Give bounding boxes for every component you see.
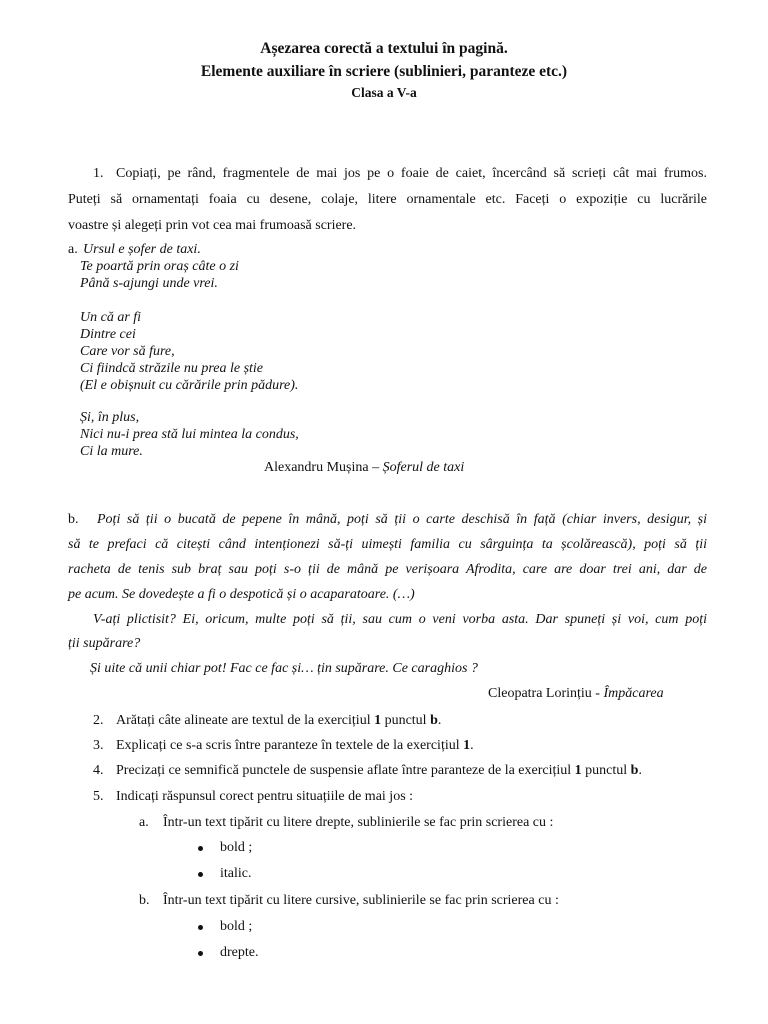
- prose-line: ții supărare?: [68, 636, 141, 651]
- q2-text-part: Arătați câte alineate are textul de la exercițiul: [116, 713, 375, 728]
- q4-bold-1: 1: [574, 763, 582, 778]
- q3-text-end: .: [470, 738, 474, 753]
- poem-line: Ci fiindcă străzile nu prea le știe: [80, 361, 264, 376]
- prose-line: pe acum. Se dovedește a fi o despotică și o acaparatoare. (…): [68, 587, 415, 602]
- q5-text: Indicați răspunsul corect pentru situațiile de mai jos :: [116, 789, 414, 804]
- poem-line: Nici nu-i prea stă lui mintea la condus,: [80, 427, 299, 442]
- ex1-number: 1.: [93, 166, 104, 181]
- poem-line: Dintre cei: [80, 327, 136, 342]
- q5-a-text: Într-un text tipărit cu litere drepte, sublinierile se fac prin scrierea cu :: [163, 815, 554, 830]
- ex1-line-3: voastre și alegeți prin vot cea mai frumoasă scriere.: [68, 218, 357, 233]
- q4-text-mid: punctul: [581, 763, 631, 778]
- poem-attribution: [264, 460, 464, 476]
- prose-line: Poți să ții o bucată de pepene în mână, poți să ții o carte deschisă în față (chiar invers, desigur, și: [97, 512, 707, 527]
- poem-line: Și, în plus,: [80, 410, 140, 425]
- poem-line: Un că ar fi: [80, 310, 142, 325]
- q5-b-text: Într-un text tipărit cu litere cursive, sublinierile se fac prin scrierea cu :: [163, 893, 559, 908]
- poem-label: a.: [68, 242, 78, 257]
- prose-line: Și uite că unii chiar pot! Fac ce fac și… țin supărare. Ce caraghios ?: [90, 661, 478, 676]
- q2-text-end: .: [437, 713, 442, 728]
- q2-text-mid: punctul: [381, 713, 431, 728]
- prose-work-title: Împăcarea: [603, 686, 664, 701]
- poem-author: Alexandru Mușina –: [264, 460, 383, 475]
- q3-number: 3.: [93, 738, 104, 753]
- prose-line: racheta de tenis sub braț sau poți s-o ții de mână pe verișoara Afrodita, care are doar trei ani, dar de: [68, 562, 707, 577]
- poem-work-title: Șoferul de taxi: [382, 460, 465, 475]
- title-line-2: Elemente auxiliare în scriere (sublinieri, paranteze etc.): [200, 63, 568, 80]
- bullet-icon: [198, 925, 203, 930]
- q5-b-option: bold ;: [220, 919, 253, 934]
- bullet-icon: [198, 951, 203, 956]
- ex1-line-1: Copiați, pe rând, fragmentele de mai jos pe o foaie de caiet, încercând să scrieți cât mai frumos.: [116, 166, 707, 181]
- q4-bold-b: b: [630, 763, 639, 778]
- q5-a-option: bold ;: [220, 840, 253, 855]
- poem-line: Până s-ajungi unde vrei.: [80, 276, 218, 291]
- q2-bold-b: b: [430, 713, 438, 728]
- q5-a-option: italic.: [220, 866, 252, 881]
- q5-a-label: a.: [139, 815, 149, 830]
- q2-number: 2.: [93, 713, 104, 728]
- prose-author: Cleopatra Lorințiu -: [488, 686, 604, 701]
- bullet-icon: [198, 872, 203, 877]
- poem-line: (El e obișnuit cu cărările prin pădure).: [80, 378, 299, 393]
- poem-line: Ci la mure.: [80, 444, 143, 459]
- poem-line: Ursul e șofer de taxi.: [83, 242, 201, 257]
- q4-text-part: Precizați ce semnifică punctele de suspensie aflate între paranteze de la exercițiul: [116, 763, 575, 778]
- prose-label: b.: [68, 512, 79, 527]
- prose-attribution: [488, 686, 664, 702]
- q3-bold-1: 1: [463, 738, 471, 753]
- prose-line: să te prefaci că citești când intenționezi să-ți uimești familia cu sârguința ta școlărească), poți să ții: [68, 537, 707, 552]
- q5-number: 5.: [93, 789, 104, 804]
- q4-text: [116, 763, 642, 779]
- q5-b-label: b.: [139, 893, 150, 908]
- poem-line: Te poartă prin oraș câte o zi: [80, 259, 239, 274]
- q4-text-end: .: [638, 763, 642, 778]
- q2-text: [116, 713, 441, 729]
- q3-text: [116, 738, 474, 754]
- title-line-3: Clasa a V-a: [351, 85, 417, 100]
- q3-text-part: Explicați ce s-a scris între paranteze în textele de la exercițiul: [116, 738, 464, 753]
- q5-b-option: drepte.: [220, 945, 259, 960]
- q2-bold-1: 1: [374, 713, 382, 728]
- poem-line: Care vor să fure,: [80, 344, 175, 359]
- q4-number: 4.: [93, 763, 104, 778]
- ex1-line-2: Puteți să ornamentați foaia cu desene, colaje, litere ornamentale etc. Faceți o expoziție cu lucrările: [68, 192, 707, 207]
- bullet-icon: [198, 846, 203, 851]
- prose-line: V-ați plictisit? Ei, oricum, multe poți să ții, sau cum o veni vorba asta. Dar spuneți și voi, cum poți: [93, 612, 707, 627]
- title-line-1: Așezarea corectă a textului în pagină.: [260, 40, 508, 57]
